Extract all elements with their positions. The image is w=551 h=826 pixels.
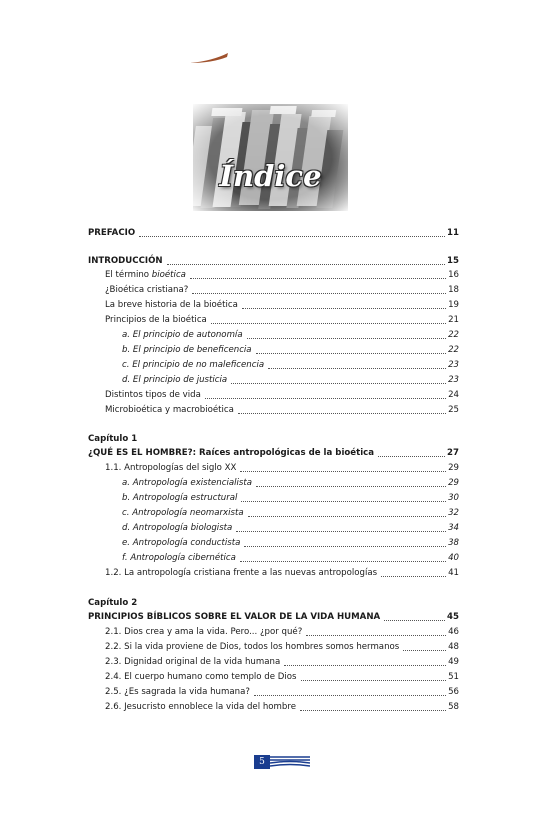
toc-entry-page: 23	[448, 360, 459, 370]
toc-entry-label: d. Antropología biologista	[122, 523, 233, 533]
toc-entry-page: 49	[448, 657, 459, 667]
toc-entry-page: 25	[448, 405, 459, 415]
toc-entry-label: La breve historia de la bioética	[105, 300, 238, 310]
toc-entry[interactable]	[122, 476, 459, 490]
toc-entry[interactable]	[105, 403, 459, 417]
toc-entry-page: 15	[447, 256, 459, 266]
toc-entry-label: b. Antropología estructural	[122, 493, 238, 503]
toc-entry[interactable]	[122, 358, 459, 372]
dot-leader	[306, 635, 446, 636]
toc-entry-label: INTRODUCCIÓN	[88, 256, 163, 266]
dot-leader	[248, 516, 446, 517]
toc-entry-page: 29	[448, 463, 459, 473]
toc-entry-label: 2.4. El cuerpo humano como templo de Dios	[105, 672, 297, 682]
toc-entry-prefacio[interactable]	[88, 226, 459, 240]
dot-leader	[384, 620, 445, 621]
toc-entry-page: 40	[448, 553, 459, 563]
toc-entry[interactable]	[105, 700, 459, 714]
dot-leader	[256, 353, 446, 354]
toc-entry-label: c. El principio de no maleficencia	[122, 360, 265, 370]
toc-entry-label: d. El principio de justicia	[122, 375, 228, 385]
toc-entry-label: c. Antropología neomarxista	[122, 508, 244, 518]
toc-entry-label: 2.1. Dios crea y ama la vida. Pero... ¿por qué?	[105, 627, 303, 637]
toc-entry[interactable]	[122, 506, 459, 520]
toc-entry-page: 18	[448, 285, 459, 295]
page-title: Índice	[219, 159, 322, 193]
dot-leader	[284, 665, 446, 666]
toc-entry-label: 2.2. Si la vida proviene de Dios, todos los hombres somos hermanos	[105, 642, 400, 652]
dot-leader	[190, 278, 446, 279]
toc-entry-label: PREFACIO	[88, 228, 136, 238]
dot-leader	[238, 413, 446, 414]
toc-entry[interactable]	[105, 655, 459, 669]
toc-entry-page: 19	[448, 300, 459, 310]
dot-leader	[268, 368, 446, 369]
toc-entry-page: 32	[448, 508, 459, 518]
toc-entry-page: 56	[448, 687, 459, 697]
toc-entry-page: 22	[448, 330, 459, 340]
toc-entry-page: 29	[448, 478, 459, 488]
toc-entry-page: 41	[448, 568, 459, 578]
dot-leader	[242, 308, 446, 309]
dot-leader	[300, 710, 446, 711]
toc-entry-chapter-2[interactable]	[88, 610, 459, 624]
dot-leader	[192, 293, 446, 294]
toc-entry-page: 48	[448, 642, 459, 652]
toc-entry[interactable]	[105, 670, 459, 684]
toc-entry-introduccion[interactable]	[88, 254, 459, 268]
toc-entry[interactable]	[105, 298, 459, 312]
toc-entry-label: ¿QUÉ ES EL HOMBRE?: Raíces antropológicas de la bioética	[88, 448, 375, 458]
toc-entry-label: PRINCIPIOS BÍBLICOS SOBRE EL VALOR DE LA VIDA HUMANA	[88, 612, 381, 622]
toc-entry-page: 16	[448, 270, 459, 280]
chapter-heading: Capítulo 2	[88, 598, 138, 608]
toc-entry-label: Microbioética y macrobioética	[105, 405, 234, 415]
toc-entry-label: a. Antropología existencialista	[122, 478, 253, 488]
toc-entry-chapter-1[interactable]	[88, 446, 459, 460]
toc-entry[interactable]	[122, 551, 459, 565]
toc-entry-page: 11	[447, 228, 459, 238]
toc-entry[interactable]	[105, 283, 459, 297]
toc-entry-page: 38	[448, 538, 459, 548]
toc-entry-page: 22	[448, 345, 459, 355]
dot-leader	[378, 456, 445, 457]
toc-entry[interactable]	[105, 566, 459, 580]
toc-entry-label: 2.3. Dignidad original de la vida humana	[105, 657, 281, 667]
toc-entry[interactable]	[105, 388, 459, 402]
toc-entry[interactable]	[105, 313, 459, 327]
toc-entry-page: 24	[448, 390, 459, 400]
toc-entry-page: 30	[448, 493, 459, 503]
toc-entry[interactable]	[105, 640, 459, 654]
dot-leader	[254, 695, 446, 696]
toc-entry[interactable]	[122, 328, 459, 342]
toc-entry-page: 51	[448, 672, 459, 682]
chapter-heading: Capítulo 1	[88, 434, 138, 444]
dot-leader	[139, 236, 445, 237]
toc-entry-label: El término bioética	[105, 270, 186, 280]
toc-entry-label: 1.1. Antropologías del siglo XX	[105, 463, 237, 473]
dot-leader	[381, 576, 446, 577]
dot-leader	[240, 471, 446, 472]
toc-entry-page: 27	[447, 448, 459, 458]
toc-entry-label: f. Antropología cibernética	[122, 553, 236, 563]
toc-entry-label: 2.6. Jesucristo ennoblece la vida del hombre	[105, 702, 297, 712]
toc-entry[interactable]	[122, 521, 459, 535]
toc-entry-page: 23	[448, 375, 459, 385]
toc-entry[interactable]	[105, 685, 459, 699]
dot-leader	[205, 398, 446, 399]
toc-entry-page: 58	[448, 702, 459, 712]
toc-entry-label: Distintos tipos de vida	[105, 390, 201, 400]
toc-entry[interactable]	[105, 461, 459, 475]
toc-entry-page: 21	[448, 315, 459, 325]
dot-leader	[301, 680, 447, 681]
toc-entry-label: 1.2. La antropología cristiana frente a las nuevas antropologías	[105, 568, 378, 578]
footer-stripes-decoration	[270, 756, 310, 768]
toc-entry-label: 2.5. ¿Es sagrada la vida humana?	[105, 687, 250, 697]
toc-entry[interactable]	[122, 373, 459, 387]
dot-leader	[244, 546, 446, 547]
page-number: 5	[254, 755, 270, 769]
toc-entry-label: Principios de la bioética	[105, 315, 207, 325]
dot-leader	[241, 501, 446, 502]
dot-leader	[211, 323, 446, 324]
toc-entry[interactable]	[105, 625, 459, 639]
dot-leader	[256, 486, 446, 487]
dot-leader	[240, 561, 446, 562]
toc-entry[interactable]	[105, 268, 459, 282]
toc-entry-page: 45	[447, 612, 459, 622]
toc-entry-label: b. El principio de beneficencia	[122, 345, 252, 355]
toc-entry[interactable]	[122, 491, 459, 505]
dot-leader	[167, 264, 445, 265]
toc-entry-page: 34	[448, 523, 459, 533]
toc-entry[interactable]	[122, 536, 459, 550]
dot-leader	[403, 650, 446, 651]
dot-leader	[247, 338, 446, 339]
toc-entry-page: 46	[448, 627, 459, 637]
toc-entry-label: a. El principio de autonomía	[122, 330, 243, 340]
toc-entry-label: e. Antropología conductista	[122, 538, 241, 548]
dot-leader	[231, 383, 446, 384]
toc-entry-label: ¿Bioética cristiana?	[105, 285, 189, 295]
toc-entry[interactable]	[122, 343, 459, 357]
dot-leader	[236, 531, 446, 532]
